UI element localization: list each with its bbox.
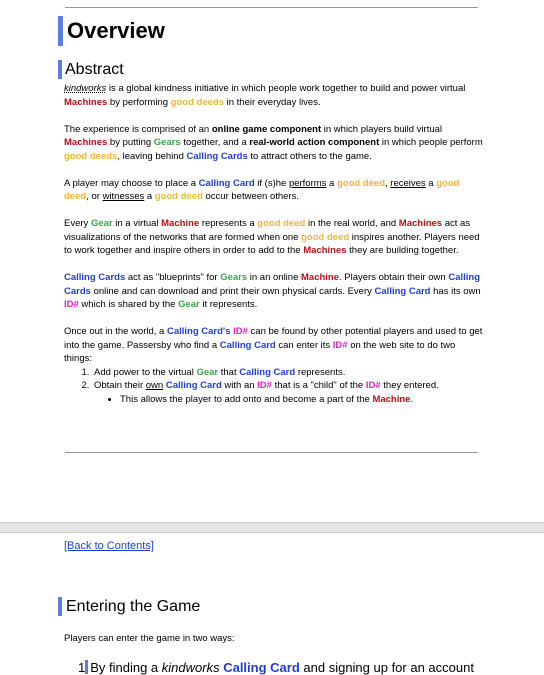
- text: Every: [64, 218, 91, 229]
- text: to attract others to the game.: [247, 150, 372, 162]
- term-calling-card: Calling Cards: [64, 272, 126, 283]
- paragraph-4: [64, 217, 484, 258]
- term-good-deed: good deeds: [64, 150, 118, 162]
- text: in which people perform: [379, 137, 483, 148]
- text: By finding a: [90, 660, 162, 675]
- text: has its own: [430, 285, 481, 297]
- text: inspires another. Players need to work together and inspire others in order to add to the: [64, 231, 480, 256]
- text: that: [218, 366, 240, 378]
- text: Add power to the virtual: [94, 366, 197, 378]
- term-machine: Machines: [64, 96, 108, 108]
- entry-text: Players can enter the game in two ways:: [64, 633, 235, 644]
- entering-heading: Entering the Game: [58, 597, 200, 616]
- underlined-text: witnesses: [102, 191, 145, 202]
- bold-text: online game component: [211, 123, 322, 135]
- back-to-contents-link[interactable]: [Back to Contents]: [64, 540, 154, 552]
- bottom-rule: [65, 452, 478, 453]
- text: Once out in the world, a: [64, 326, 167, 337]
- text: A player may choose to place a: [64, 177, 199, 189]
- text: a: [326, 177, 337, 189]
- list-item: [120, 393, 484, 407]
- text: act as "blueprints" for: [125, 272, 221, 283]
- text: by performing: [107, 96, 171, 108]
- term-calling-card: Calling Cards: [186, 150, 248, 162]
- term-gear: Gears: [220, 272, 248, 283]
- text: , or: [86, 191, 103, 202]
- paragraph-5: [64, 271, 484, 312]
- term-gear: Gear: [196, 366, 219, 378]
- term-gear: Gears: [153, 137, 181, 148]
- text: can enter its: [275, 339, 333, 351]
- term-gear: Gear: [178, 299, 200, 310]
- paragraph-6: [64, 325, 484, 366]
- abstract-body: [64, 82, 484, 406]
- term-calling-card: Calling Cards: [64, 272, 480, 297]
- text: they entered.: [380, 380, 439, 391]
- term-machine: Machines: [303, 245, 347, 256]
- term-machine: Machine: [372, 393, 411, 405]
- text: that is a "child" of the: [271, 380, 366, 391]
- page-break: [0, 522, 544, 533]
- overview-heading: Overview: [58, 16, 165, 46]
- term-id: ID#: [365, 380, 381, 391]
- list-number: 1: [78, 660, 86, 675]
- paragraph-1: [64, 82, 484, 109]
- text: represents.: [295, 366, 346, 378]
- text: . Players obtain their own: [339, 272, 449, 283]
- term-machine: Machine: [301, 272, 340, 283]
- text: in the real world, and: [305, 218, 399, 229]
- text: .: [410, 393, 414, 405]
- term-good-deed: good deed: [257, 218, 306, 229]
- cursor-bar: [85, 660, 88, 674]
- term-gear: Gear: [90, 218, 113, 229]
- underlined-text: receives: [390, 177, 426, 189]
- paragraph-2: [64, 123, 484, 164]
- abstract-heading: Abstract: [58, 60, 124, 79]
- text: , leaving behind: [117, 150, 187, 162]
- underlined-text: performs: [288, 177, 327, 189]
- term-calling-card: Calling Card: [198, 177, 255, 189]
- text: a: [144, 191, 155, 202]
- text: is a global kindness initiative in which people work together to build and power virtual: [106, 83, 466, 94]
- text: by putting: [107, 137, 154, 148]
- term-machine: Machines: [398, 218, 443, 229]
- term-machine: Machine: [161, 218, 200, 229]
- top-rule: [65, 7, 478, 8]
- bold-text: real-world action component: [249, 137, 380, 148]
- term-calling-card: Calling Card's: [166, 326, 231, 337]
- term-calling-card: Calling Card: [165, 380, 222, 391]
- underlined-text: own: [145, 380, 164, 391]
- term-id: ID#: [257, 380, 272, 391]
- text: with an: [221, 380, 258, 391]
- text: a: [425, 177, 437, 189]
- list-item: [92, 379, 484, 393]
- paragraph-3: [64, 177, 484, 204]
- term-machine: Machines: [64, 137, 108, 148]
- text: together, and a: [180, 137, 250, 148]
- text: which is shared by the: [78, 299, 179, 310]
- text: in a virtual: [112, 218, 162, 229]
- brand-name: kindworks: [161, 660, 220, 675]
- term-calling-card: Calling Card: [239, 366, 296, 378]
- list-item: [92, 366, 484, 380]
- text: online and can download and print their own physical cards. Every: [90, 285, 375, 297]
- text: and signing up for an account: [299, 660, 474, 675]
- text: if (s)he: [254, 177, 289, 189]
- text: can be found by other potential players and used to get into the game. Passersby who find a: [64, 326, 483, 351]
- bullet-list: [64, 393, 484, 407]
- term-good-deed: good deeds: [170, 96, 224, 108]
- text: This allows the player to add onto and become a part of the: [120, 393, 373, 405]
- term-id: ID#: [233, 326, 248, 337]
- text: they are building together.: [346, 245, 459, 256]
- term-good-deed: good deed: [301, 231, 350, 243]
- text: represents a: [199, 218, 258, 229]
- text: in which players build virtual: [321, 123, 443, 135]
- term-calling-card: Calling Card: [223, 660, 300, 675]
- brand-name: kindworks: [64, 83, 107, 94]
- term-good-deed: good deed: [64, 177, 460, 202]
- term-good-deed: good deed: [336, 177, 386, 189]
- text: in their everyday lives.: [223, 96, 321, 108]
- term-id: ID#: [332, 339, 348, 351]
- term-good-deed: good deed: [154, 191, 203, 202]
- text: act as visualizations of the networks that are formed when one: [64, 218, 471, 243]
- text: The experience is comprised of an: [64, 123, 212, 135]
- term-calling-card: Calling Card: [374, 285, 431, 297]
- text: on the web site to do two things:: [64, 339, 456, 364]
- text: occur between others.: [202, 191, 299, 202]
- numbered-list: [64, 366, 484, 393]
- term-calling-card: Calling Card: [219, 339, 276, 351]
- text: it represents.: [199, 299, 258, 310]
- term-id: ID#: [64, 299, 79, 310]
- text: Obtain their: [94, 380, 146, 391]
- text: ,: [385, 177, 391, 189]
- text: in an online: [247, 272, 301, 283]
